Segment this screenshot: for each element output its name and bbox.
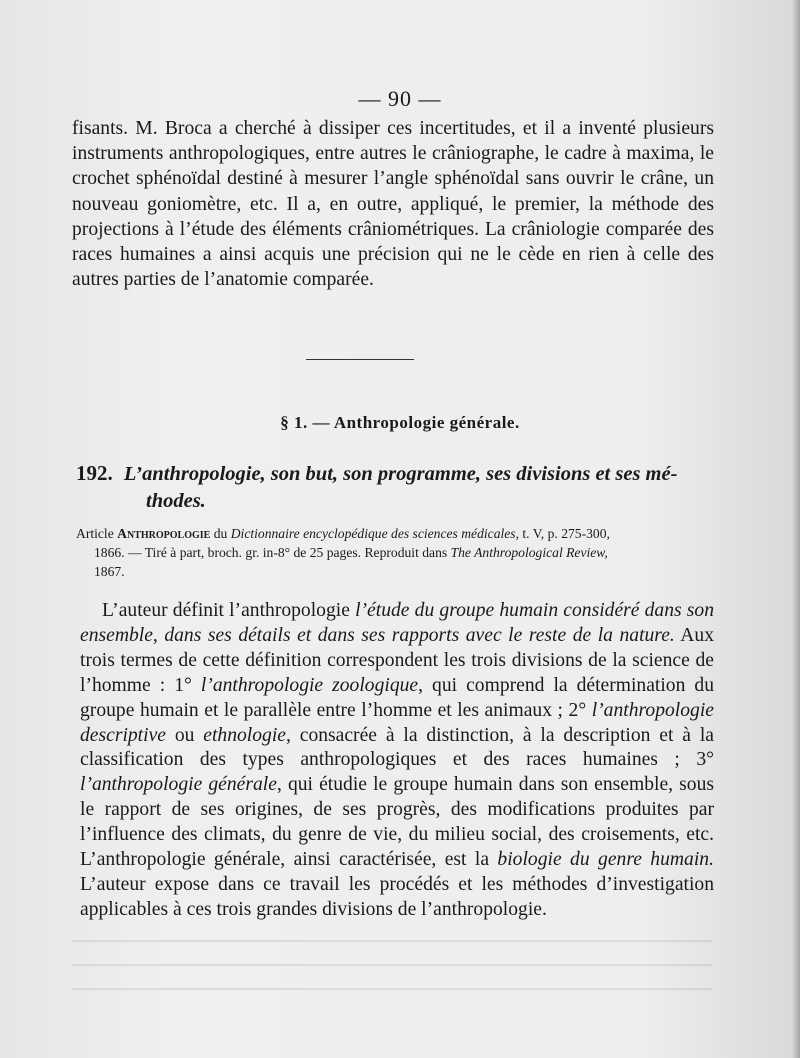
body-s7: L’auteur expose dans ce travail les procédés et les méthodes d’investigation applicables à ces trois grandes divisions de l’anthropologie. bbox=[80, 873, 714, 920]
citation-review: The Anthropological Review, bbox=[450, 545, 608, 560]
citation-details bbox=[76, 543, 716, 562]
entry-number: 192. bbox=[76, 461, 113, 485]
body-s5: , consacrée à la distinction, à la description et à la classification des types anthropologiques et des races humaines ; 3° bbox=[80, 724, 714, 771]
body-s6: , qui étudie le groupe humain dans son ensemble, sous le rapport de ses origines, de ses progrès, des modifications produites par l’influence des climats, du genre de vie, du milieu social, des croisements, etc. L’anthropologie générale, ainsi caractérisée, est la bbox=[80, 774, 714, 871]
body-term-descriptive: l’anthropologie descriptive bbox=[80, 699, 714, 746]
continuation-paragraph: fisants. M. Broca a cherché à dissiper ces incertitudes, et il a inventé plusieurs instruments anthropologiques, entre autres le crâniographe, le cadre à maxima, le crochet sphénoïdal destiné à mesurer l’angle sphénoïdal sans ouvrir le crâne, un nouveau goniomètre, etc. Il a, en outre, appliqué, le premier, la méthode des projections à l’étude des éléments crâniométriques. La crâniologie comparée des races humaines a ainsi acquis une précision qui ne le cède en rien à celle des autres parties de l’anatomie comparée. bbox=[72, 118, 714, 291]
citation-prefix: Article bbox=[76, 526, 114, 541]
section-heading: § 1. — Anthropologie générale. bbox=[280, 413, 520, 432]
body-term-biologie: biologie du genre humain. bbox=[497, 849, 714, 871]
body-s3: , qui comprend la détermination du groupe humain et le parallèle entre l’homme et les animaux ; 2° bbox=[80, 674, 715, 721]
body-term-zoologique: l’anthropologie zoologique bbox=[200, 674, 419, 696]
citation bbox=[76, 524, 716, 581]
body-s2: Aux trois termes de cette définition correspondent les trois divisions de la science de l’homme : 1° bbox=[80, 624, 714, 696]
citation-term: Anthropologie bbox=[117, 526, 211, 541]
body-term-generale: l’anthropologie générale bbox=[80, 774, 277, 796]
body-s1: L’auteur définit l’anthropologie bbox=[102, 600, 350, 621]
entry-heading bbox=[76, 460, 716, 515]
citation-volume: t. V, p. 275-300, bbox=[522, 526, 610, 541]
page-number: — 90 — bbox=[358, 86, 442, 111]
section-divider bbox=[306, 359, 414, 360]
citation-line2: 1866. — Tiré à part, broch. gr. in-8° de 25 pages. Reproduit dans bbox=[94, 545, 448, 560]
citation-dictionary: Dictionnaire encyclopédique des sciences médicales, bbox=[230, 526, 519, 541]
body-term-ethnologie: ethnologie bbox=[203, 724, 286, 746]
body-s4: ou bbox=[174, 724, 195, 746]
body-definition: l’étude du groupe humain considéré dans son ensemble, dans ses détails et dans ses rapports avec le reste de la nature. bbox=[80, 600, 715, 646]
citation-du: du bbox=[213, 526, 228, 541]
entry-title-line2: thodes. bbox=[146, 490, 206, 512]
citation-year: 1867. bbox=[94, 564, 125, 579]
bleed-through-texture bbox=[72, 930, 712, 1010]
entry-title-line1: L’anthropologie, son but, son programme, ses divisions et ses mé- bbox=[123, 463, 678, 485]
summary-paragraph bbox=[80, 599, 714, 923]
